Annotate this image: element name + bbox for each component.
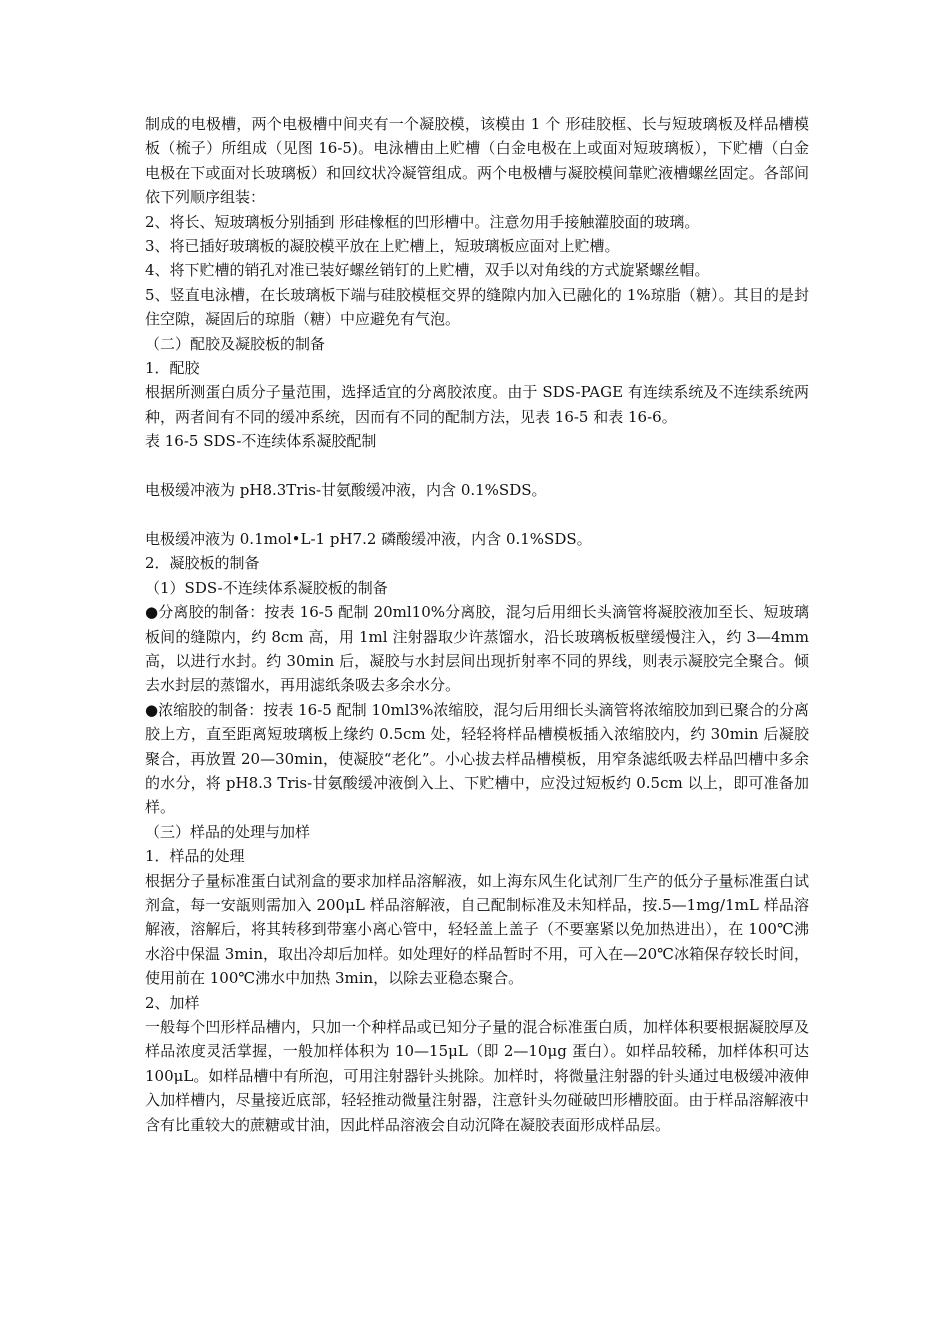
blank-line [145,502,809,526]
sub-2-heading: 2．凝胶板的制备 [145,554,260,573]
sub-1-paragraph: 根据所测蛋白质分子量范围，选择适宜的分离胶浓度。由于 SDS-PAGE 有连续系统及不连续系统两种，两者间有不同的缓冲系统，因而有不同的配制方法，见表 16-5 和表 16-6。 [145,383,809,426]
step-4: 4、将下贮槽的销孔对准已装好螺丝销钉的上贮槽，双手以对角线的方式旋紧螺丝帽。 [145,261,710,280]
step-2: 2、将长、短玻璃板分别插到 形硅橡框的凹形槽中。注意勿用手接触灌胶面的玻璃。 [145,212,700,231]
blank-line [145,454,809,478]
sample-paragraph: 根据分子量标准蛋白试剂盒的要求加样品溶解液，如上海东风生化试剂厂生产的低分子量标准蛋白试剂盒，每一安瓿则需加入 200μL 样品溶解液，自己配制标准及未知样品，按.5—1mg/1mL 样品溶解液，溶解后，将其转移到带塞小离心管中，轻轻盖上盖子（不要塞紧以免加热进出），在 100℃沸水浴中保温 3min，取出冷却后加样。如处理好的样品暂时不用，可入在—20℃冰箱保存较长时间，使用前在 100℃沸水中加热 3min，以除去亚稳态聚合。 [145,871,809,988]
table-caption: 表 16-5 SDS-不连续体系凝胶配制 [145,432,377,451]
buffer-note-2: 电极缓冲液为 0.1mol•L-1 pH7.2 磷酸缓冲液，内含 0.1%SDS。 [145,529,592,548]
stacking-gel-paragraph: ●浓缩胶的制备：按表 16-5 配制 10ml3%浓缩胶，混匀后用细长头滴管将浓缩胶加到已聚合的分离胶上方，直至距离短玻璃板上缘约 0.5cm 处，轻轻将样品槽模板插入浓缩胶内，约 30min 后凝胶聚合，再放置 20—30min，使凝胶“老化”。小心拔去样品槽模板，用窄条滤纸吸去样品凹槽中多余的水分，将 pH8.3 Tris-甘氨酸缓冲液倒入上、下贮槽中，应没过短板约 0.5cm 以上，即可准备加样。 [145,700,809,817]
sample-heading: 1．样品的处理 [145,847,245,866]
section-3-heading: （三）样品的处理与加样 [145,822,311,841]
section-2-heading: （二）配胶及凝胶板的制备 [145,334,326,353]
loading-heading: 2、加样 [145,993,200,1012]
intro-paragraph: 制成的电极槽，两个电极槽中间夹有一个凝胶模，该模由 1 个 形硅胶框、长与短玻璃板及样品槽模板（梳子）所组成（见图 16-5)。电泳槽由上贮槽（白金电极在上或面对短玻璃板），下贮槽（白金电极在下或面对长玻璃板）和回纹状冷凝管组成。两个电极槽与凝胶模间靠贮液槽螺丝固定。各部间依下列顺序组装： [145,115,809,207]
sub-1-heading: 1．配胶 [145,359,200,378]
step-5: 5、竖直电泳槽，在长玻璃板下端与硅胶模框交界的缝隙内加入已融化的 1%琼脂（糖）。其目的是封住空隙，凝固后的琼脂（糖）中应避免有气泡。 [145,285,809,329]
separating-gel-paragraph: ●分离胶的制备：按表 16-5 配制 20ml10%分离胶，混匀后用细长头滴管将凝胶液加至长、短玻璃板间的缝隙内，约 8cm 高，用 1ml 注射器取少许蒸馏水，沿长玻璃板板壁缓慢注入，约 3—4mm 高，以进行水封。约 30min 后，凝胶与水封层间出现折射率不同的界线，则表示凝胶完全聚合。倾去水封层的蒸馏水，再用滤纸条吸去多余水分。 [145,603,809,695]
buffer-note-1: 电极缓冲液为 pH8.3Tris-甘氨酸缓冲液，内含 0.1%SDS。 [145,481,547,500]
step-3: 3、将已插好玻璃板的凝胶模平放在上贮槽上，短玻璃板应面对上贮槽。 [145,237,620,256]
loading-paragraph: 一般每个凹形样品槽内，只加一个种样品或已知分子量的混合标准蛋白质，加样体积要根据凝胶厚及样品浓度灵活掌握，一般加样体积为 10—15μL（即 2—10μg 蛋白）。如样品较稀，加样体积可达 100μL。如样品槽中有所泡，可用注射器针头挑除。加样时，将微量注射器的针头通过电极缓冲液伸入加样槽内，尽量接近底部，轻轻推动微量注射器，注意针头勿碰破凹形槽胶面。由于样品溶解液中含有比重较大的蔗糖或甘油，因此样品溶液会自动沉降在凝胶表面形成样品层。 [145,1018,809,1134]
sub-2-1-heading: （1）SDS-不连续体系凝胶板的制备 [145,578,388,597]
document-page [145,112,809,1137]
